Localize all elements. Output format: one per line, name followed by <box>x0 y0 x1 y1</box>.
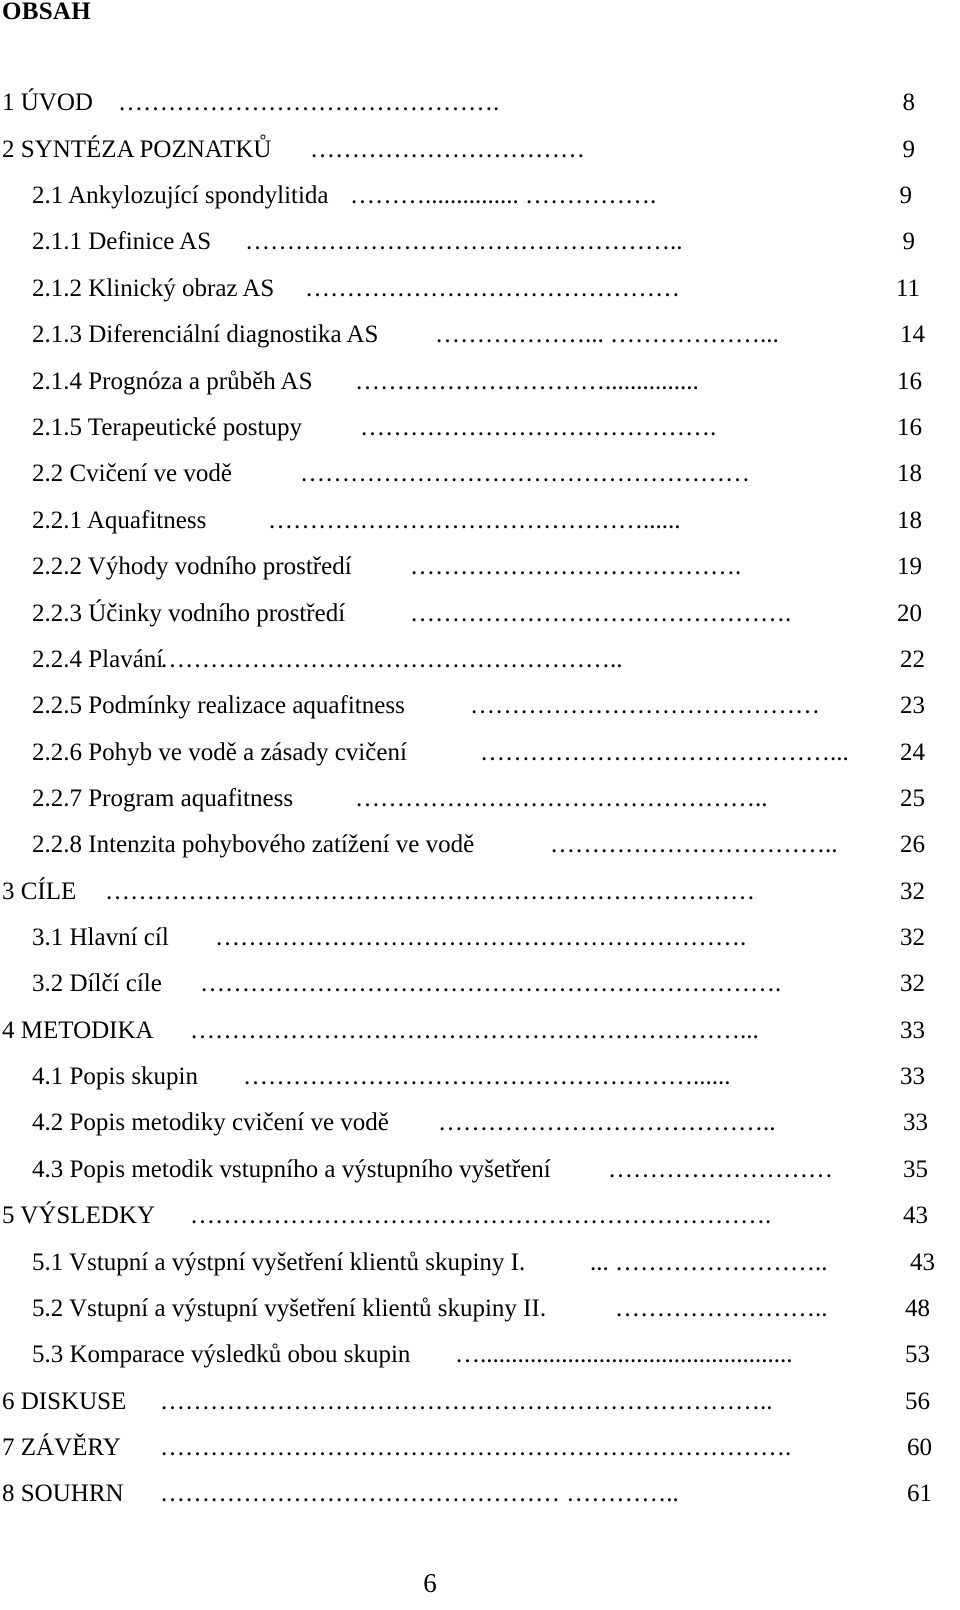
toc-entry-title: 2.1.5 Terapeutické postupy <box>32 414 302 441</box>
toc-entry-leader: ……………………………………………………………. <box>190 1202 772 1229</box>
toc-entry-leader: ……………………………………………………………. <box>200 970 782 997</box>
toc-entry-title: 8 SOUHRN <box>2 1480 124 1507</box>
toc-entry-page: 48 <box>905 1295 930 1322</box>
toc-entry-leader: ... …………………….. <box>590 1249 828 1276</box>
toc-entry-leader: ………………………………………………...... <box>243 1063 731 1090</box>
toc-entry-title: 2.2.2 Výhody vodního prostředí <box>32 553 352 580</box>
toc-entry-title: 2.2 Cvičení ve vodě <box>32 460 232 487</box>
toc-entry[interactable] <box>0 178 960 214</box>
toc-entry-page: 9 <box>902 136 915 163</box>
toc-entry-leader: ……………………………………………….. <box>160 646 623 673</box>
toc-entry[interactable] <box>0 1476 960 1512</box>
toc-entry-title: 2.1.1 Definice AS <box>32 228 212 255</box>
toc-entry-leader: ………………………………………… ………….. <box>160 1480 679 1507</box>
toc-entry-page: 9 <box>902 228 915 255</box>
toc-entry-title: 5.3 Komparace výsledků obou skupin <box>32 1341 411 1368</box>
toc-entry-page: 56 <box>905 1388 930 1415</box>
toc-entry-title: 5 VÝSLEDKY <box>2 1202 156 1229</box>
toc-entry-leader: …………………………………………………………………… <box>105 878 755 905</box>
toc-entry[interactable] <box>0 317 960 353</box>
toc-entry-leader: …………………………………. <box>410 553 742 580</box>
toc-entry-leader: ……………………………………… <box>305 275 680 302</box>
toc-entry-leader: …………………………… <box>310 136 585 163</box>
toc-entry-page: 23 <box>900 692 925 719</box>
toc-entry-page: 60 <box>907 1434 932 1461</box>
toc-entry-title: 2.2.8 Intenzita pohybového zatížení ve vodě <box>32 831 475 858</box>
toc-entry[interactable] <box>0 920 960 956</box>
toc-entry-page: 61 <box>907 1480 932 1507</box>
toc-entry[interactable] <box>0 1430 960 1466</box>
toc-entry-page: 35 <box>903 1156 928 1183</box>
toc-entry[interactable] <box>0 781 960 817</box>
toc-entry-title: 3.2 Dílčí cíle <box>32 970 162 997</box>
toc-entry-title: 3.1 Hlavní cíl <box>32 924 169 951</box>
toc-entry[interactable] <box>0 1059 960 1095</box>
toc-entry-page: 32 <box>900 970 925 997</box>
toc-entry-leader: ………………………………………………………. <box>215 924 747 951</box>
toc-entry-page: 43 <box>910 1249 935 1276</box>
toc-entry[interactable] <box>0 271 960 307</box>
toc-entry-leader: …………………………............... <box>355 368 699 395</box>
toc-entry-leader: ……………………………………………………………….. <box>160 1388 773 1415</box>
toc-entry-page: 18 <box>897 460 922 487</box>
toc-entry-leader: ………………………………………...... <box>268 507 681 534</box>
toc-entry-page: 14 <box>900 321 925 348</box>
toc-entry-title: 2.2.7 Program aquafitness <box>32 785 294 812</box>
toc-entry-title: 2.2.5 Podmínky realizace aquafitness <box>32 692 405 719</box>
toc-entry-page: 19 <box>897 553 922 580</box>
toc-entry-title: 2.1.2 Klinický obraz AS <box>32 275 275 302</box>
toc-entry-title: 4.1 Popis skupin <box>32 1063 199 1090</box>
toc-entry-leader: ………………………………………….. <box>355 785 768 812</box>
toc-entry-page: 33 <box>900 1017 925 1044</box>
toc-entry-leader: ……………………………………. <box>360 414 717 441</box>
toc-entry-title: 2.1 Ankylozující spondylitida <box>32 182 329 209</box>
toc-entry[interactable] <box>0 1337 960 1373</box>
toc-entry-title: 2.2.4 Plavání <box>32 646 164 673</box>
toc-entry[interactable] <box>0 966 960 1002</box>
toc-entry-title: 1 ÚVOD <box>2 89 93 116</box>
toc-entry-leader: ………………………………………. <box>410 600 792 627</box>
toc-entry-title: 3 CÍLE <box>2 878 77 905</box>
toc-entry-page: 33 <box>900 1063 925 1090</box>
toc-entry-leader: ……………………… <box>608 1156 833 1183</box>
toc-entry[interactable] <box>0 874 960 910</box>
toc-entry-title: 5.2 Vstupní a výstupní vyšetření klientů skupiny II. <box>32 1295 547 1322</box>
toc-entry-page: 32 <box>900 924 925 951</box>
toc-entry-leader: …………………….. <box>615 1295 828 1322</box>
toc-entry[interactable] <box>0 642 960 678</box>
toc-entry-leader: …………………………………………………………... <box>190 1017 759 1044</box>
toc-entry[interactable] <box>0 596 960 632</box>
toc-entry[interactable] <box>0 364 960 400</box>
toc-entry[interactable] <box>0 1152 960 1188</box>
toc-entry-leader: …………………………………………….. <box>245 228 683 255</box>
toc-entry-page: 16 <box>897 414 922 441</box>
toc-entry[interactable] <box>0 688 960 724</box>
toc-entry-title: 5.1 Vstupní a výstpní vyšetření klientů skupiny I. <box>32 1249 526 1276</box>
toc-entry-title: 7 ZÁVĚRY <box>2 1434 121 1461</box>
toc-entry-title: 2.1.4 Prognóza a průběh AS <box>32 368 313 395</box>
toc-entry-leader: ……………………………………... <box>480 739 849 766</box>
toc-entry-page: 43 <box>903 1202 928 1229</box>
toc-entry-title: 4.2 Popis metodiky cvičení ve vodě <box>32 1109 389 1136</box>
toc-entry-leader: ………............... ……………. <box>350 182 657 209</box>
toc-entry-page: 11 <box>895 275 920 302</box>
toc-entry-title: 2.1.3 Diferenciální diagnostika AS <box>32 321 379 348</box>
toc-entry[interactable] <box>0 503 960 539</box>
toc-entry-page: 20 <box>897 600 922 627</box>
toc-entry-leader: …………………………….. <box>550 831 838 858</box>
toc-entry[interactable] <box>0 132 960 168</box>
toc-entry-page: 9 <box>899 182 912 209</box>
toc-entry[interactable] <box>0 1384 960 1420</box>
toc-entry[interactable] <box>0 549 960 585</box>
toc-entry-title: 2 SYNTÉZA POZNATKŮ <box>2 136 272 163</box>
toc-entry-page: 8 <box>902 89 915 116</box>
toc-entry-leader: …………………………………… <box>470 692 820 719</box>
toc-entry-leader: …………………………………………………………………. <box>160 1434 792 1461</box>
toc-entry[interactable] <box>0 1198 960 1234</box>
page-number: 6 <box>423 1568 437 1598</box>
toc-entry-page: 24 <box>900 739 925 766</box>
toc-entry[interactable] <box>0 735 960 771</box>
toc-entry-page: 22 <box>900 646 925 673</box>
toc-entry[interactable] <box>0 1013 960 1049</box>
toc-entry-page: 26 <box>900 831 925 858</box>
toc-entry-leader: ………………………………….. <box>438 1109 776 1136</box>
toc-entry-leader: ………………... ………………... <box>435 321 779 348</box>
toc-entry-title: 4 METODIKA <box>2 1017 154 1044</box>
toc-entry-page: 53 <box>905 1341 930 1368</box>
toc-entry[interactable] <box>0 85 960 121</box>
toc-entry-title: 2.2.3 Účinky vodního prostředí <box>32 600 346 627</box>
toc-entry-page: 18 <box>897 507 922 534</box>
toc-entry[interactable] <box>0 456 960 492</box>
toc-entry-title: 2.2.6 Pohyb ve vodě a zásady cvičení <box>32 739 407 766</box>
toc-entry-leader: ……………………………………………… <box>300 460 750 487</box>
toc-entry-page: 25 <box>900 785 925 812</box>
toc-entry[interactable] <box>0 827 960 863</box>
toc-entry[interactable] <box>0 1291 960 1327</box>
toc-entry-title: 2.2.1 Aquafitness <box>32 507 207 534</box>
toc-entry-page: 16 <box>897 368 922 395</box>
toc-entry[interactable] <box>0 1105 960 1141</box>
toc-entry-page: 32 <box>900 878 925 905</box>
toc-entry[interactable] <box>0 410 960 446</box>
toc-entry-title: 4.3 Popis metodik vstupního a výstupního vyšetření <box>32 1156 551 1183</box>
toc-entry[interactable] <box>0 1245 960 1281</box>
toc-entry-title: 6 DISKUSE <box>2 1388 127 1415</box>
toc-entry[interactable] <box>0 224 960 260</box>
toc-entry-leader: ….................................................. <box>455 1341 793 1368</box>
toc-heading: OBSAH <box>2 0 92 25</box>
toc-entry-page: 33 <box>903 1109 928 1136</box>
toc-entry-leader: ………………………………………. <box>118 89 500 116</box>
